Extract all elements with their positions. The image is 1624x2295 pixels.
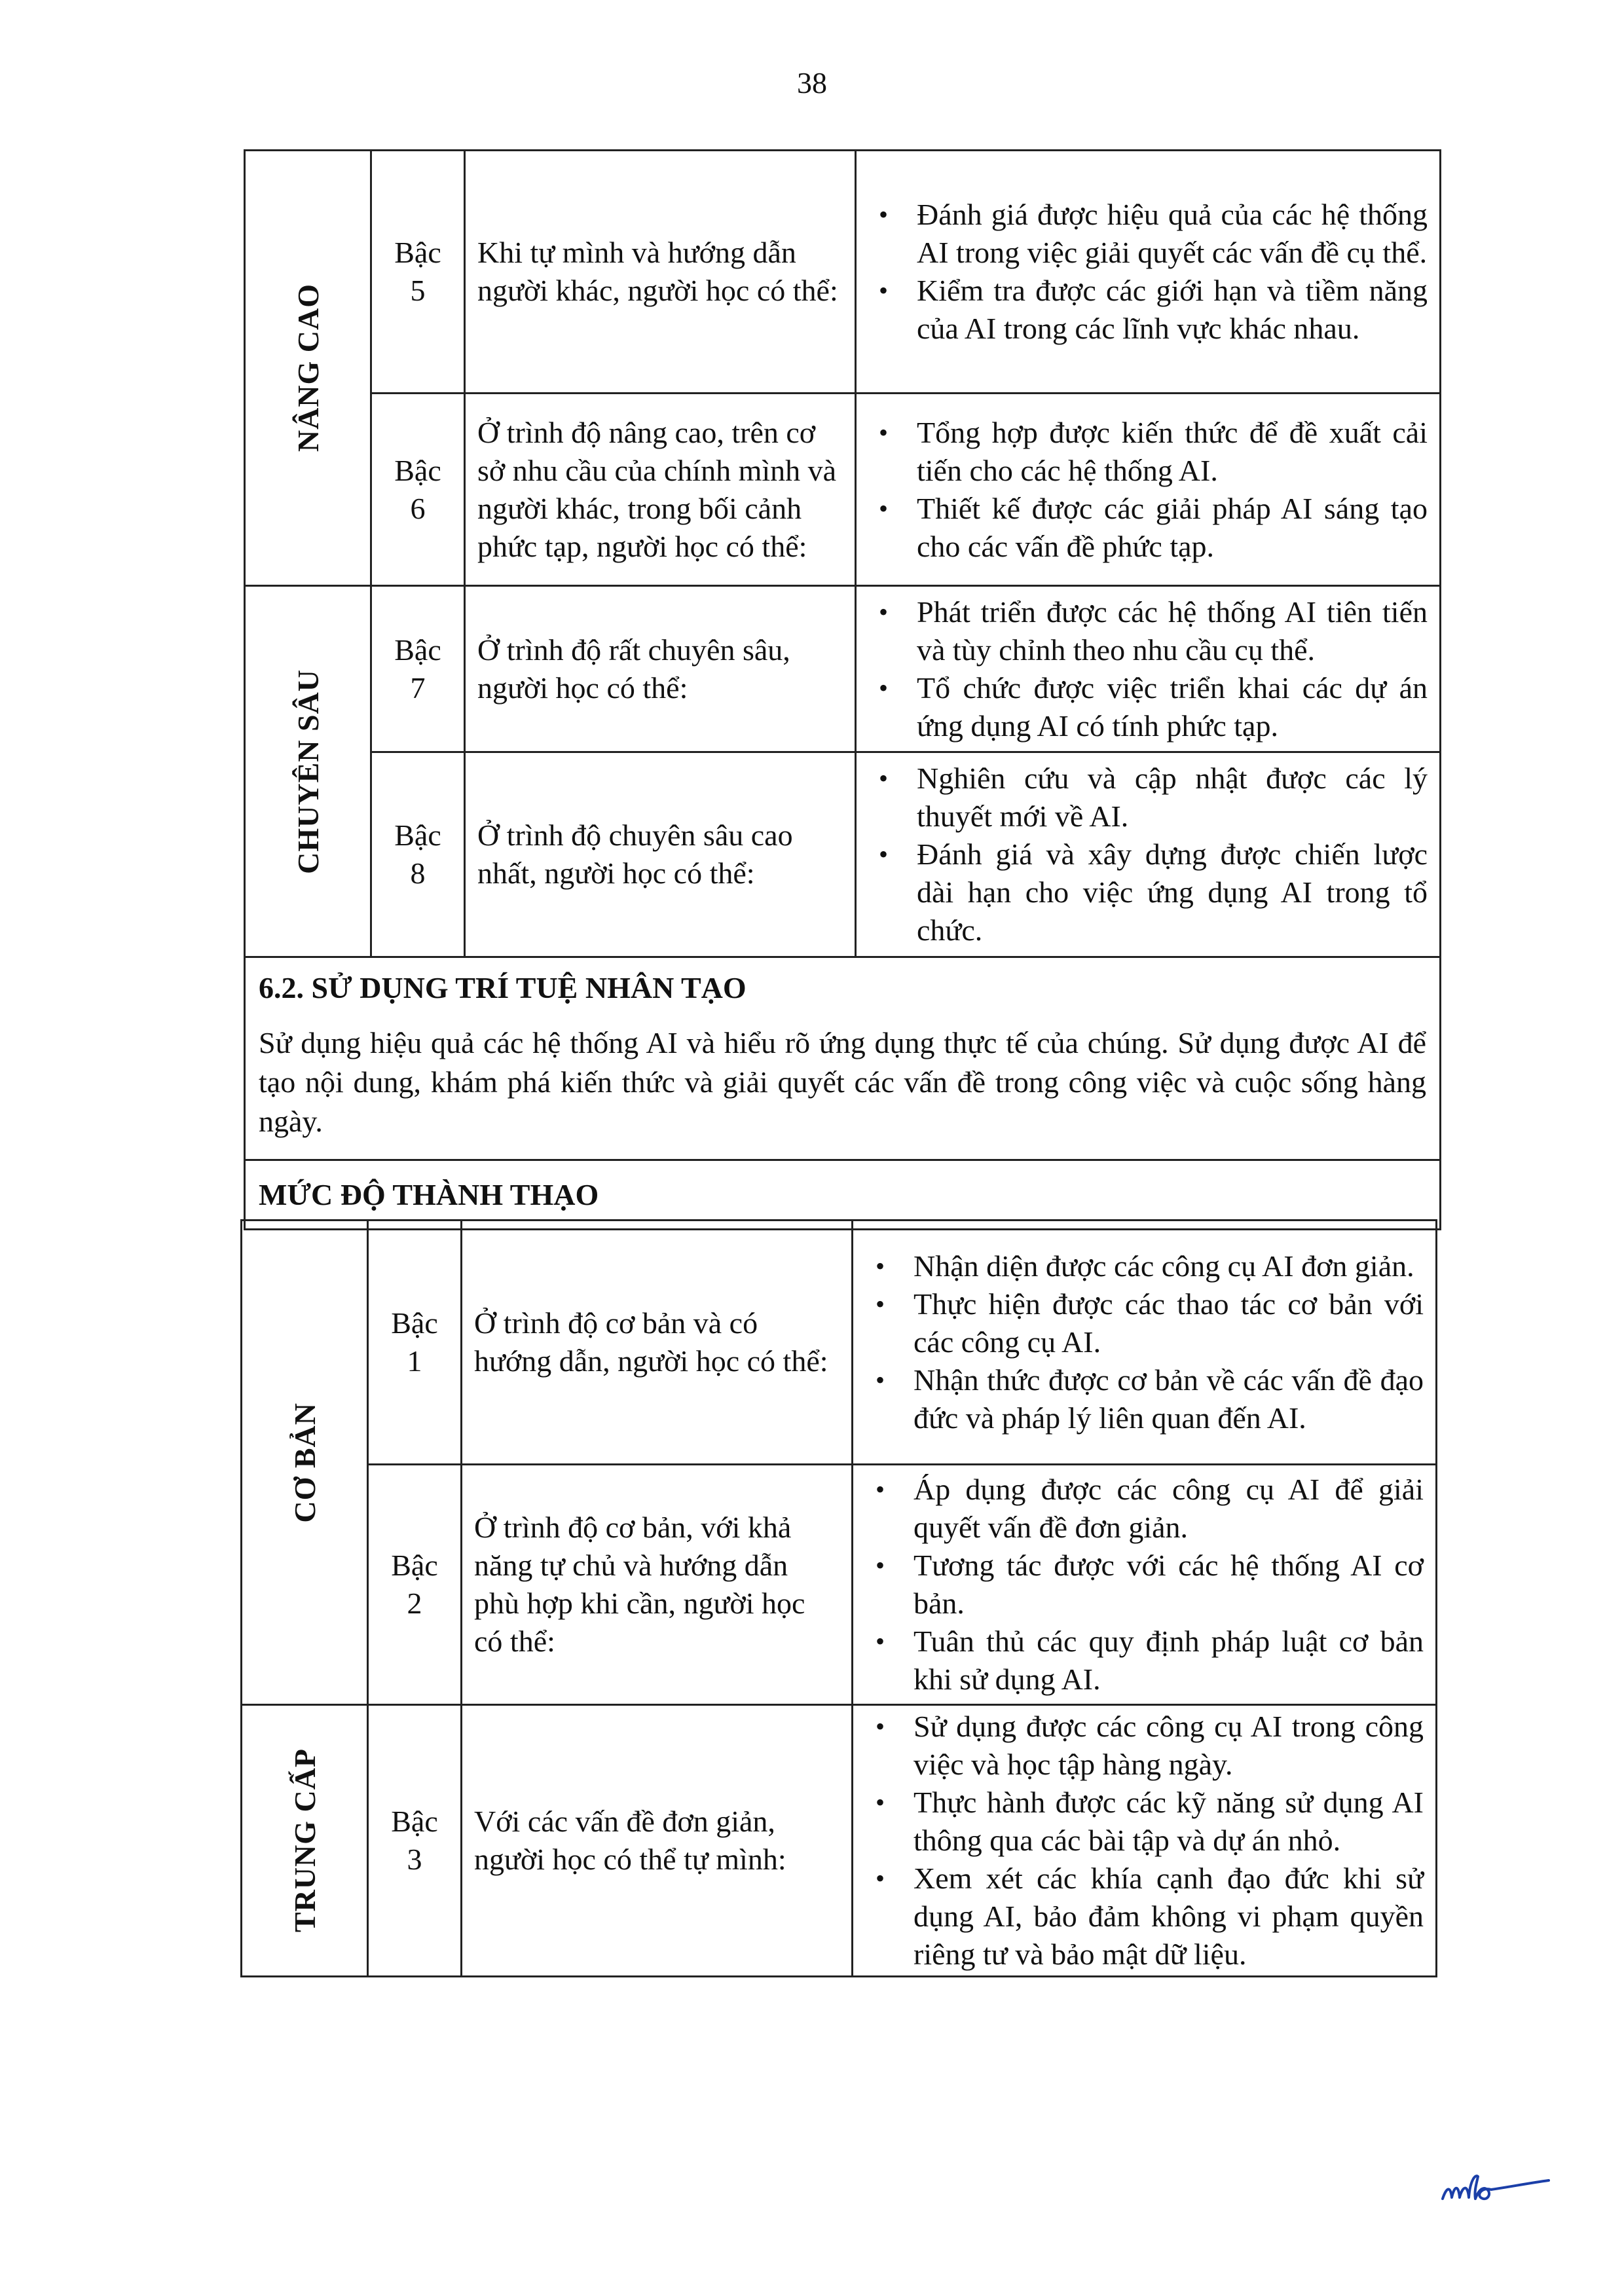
levels-column	[372, 151, 1439, 585]
category-label: NÂNG CAO	[291, 284, 325, 452]
outcome-item: • Kiểm tra được các giới hạn và tiềm năng của AI trong các lĩnh vực khác nhau.	[870, 272, 1428, 348]
outcomes-list	[866, 1471, 1424, 1698]
outcome-item: • Phát triển được các hệ thống AI tiên tiến và tùy chỉnh theo nhu cầu cụ thể.	[870, 593, 1428, 669]
levels-column	[369, 1221, 1435, 1704]
competency-table-continued	[244, 149, 1441, 1230]
level-description	[462, 1221, 853, 1463]
levels-column	[372, 587, 1439, 956]
outcome-item: • Tuân thủ các quy định pháp luật cơ bản khi sử dụng AI.	[866, 1623, 1424, 1698]
level-number: 5	[410, 274, 426, 307]
level-cell	[372, 394, 466, 585]
level-description	[462, 1706, 853, 1975]
level-description	[466, 151, 857, 392]
outcome-item: • Áp dụng được các công cụ AI để giải quyết vấn đề đơn giản.	[866, 1471, 1424, 1547]
proficiency-level-table	[240, 1219, 1437, 1977]
level-row	[372, 151, 1439, 392]
level-number: 7	[410, 670, 426, 705]
level-row	[369, 1221, 1435, 1463]
level-word: Bậc	[391, 1549, 438, 1582]
outcome-item: • Sử dụng được các công cụ AI trong công việc và học tập hàng ngày.	[866, 1708, 1424, 1784]
level-number: 3	[407, 1843, 422, 1876]
category-label: CƠ BẢN	[287, 1402, 322, 1523]
section-cell	[246, 958, 1439, 1159]
category-group-chuyen-sau	[246, 585, 1439, 956]
section-description: Sử dụng hiệu quả các hệ thống AI và hiểu rõ ứng dụng thực tế của chúng. Sử dụng được AI để tạo nội dung, khám phá kiến thức và giải quyết các vấn đề trong công việc và cuộc sống hàng ngày.	[259, 1026, 1426, 1138]
level-word: Bậc	[391, 1306, 438, 1340]
outcome-item: • Xem xét các khía cạnh đạo đức khi sử dụng AI, bảo đảm không vi phạm quyền riêng tư và bảo mật dữ liệu.	[866, 1860, 1424, 1974]
outcome-item: • Thiết kế được các giải pháp AI sáng tạo cho các vấn đề phức tạp.	[870, 490, 1428, 566]
category-label-cell	[246, 587, 372, 956]
level-row	[372, 392, 1439, 585]
outcome-item: • Thực hành được các kỹ năng sử dụng AI thông qua các bài tập và dự án nhỏ.	[866, 1784, 1424, 1860]
level-cell	[372, 151, 466, 392]
level-description	[466, 394, 857, 585]
level-row	[372, 751, 1439, 956]
outcome-item: • Đánh giá và xây dựng được chiến lược dài hạn cho việc ứng dụng AI trong tổ chức.	[870, 835, 1428, 949]
signature-initials	[1437, 2161, 1555, 2220]
outcome-item: • Tương tác được với các hệ thống AI cơ bản.	[866, 1547, 1424, 1623]
level-description-text: Ở trình độ nâng cao, trên cơ sở nhu cầu của chính mình và người khác, trong bối cảnh phức tạp, người học có thể:	[477, 415, 837, 563]
outcomes-cell	[857, 753, 1439, 956]
level-description-text: Ở trình độ chuyên sâu cao nhất, người học có thể:	[477, 818, 793, 890]
level-cell	[372, 587, 466, 751]
outcomes-cell	[857, 394, 1439, 585]
page-number: 38	[797, 66, 827, 100]
level-description-text: Ở trình độ cơ bản và có hướng dẫn, người học có thể:	[474, 1306, 828, 1378]
level-number: 6	[410, 491, 426, 525]
category-group-trung-cap	[242, 1704, 1435, 1977]
level-word: Bậc	[391, 1805, 438, 1838]
category-label-cell	[242, 1706, 369, 1975]
outcomes-cell	[857, 151, 1439, 392]
outcome-item: • Nhận diện được các công cụ AI đơn giản.	[866, 1247, 1424, 1285]
proficiency-heading: MỨC ĐỘ THÀNH THẠO	[259, 1177, 599, 1211]
level-description	[466, 587, 857, 751]
level-description-text: Ở trình độ cơ bản, với khả năng tự chủ và hướng dẫn phù hợp khi cần, người học có thể:	[474, 1511, 805, 1658]
category-label: CHUYÊN SÂU	[291, 669, 325, 874]
outcomes-list	[866, 1247, 1424, 1437]
outcome-item: • Đánh giá được hiệu quả của các hệ thống AI trong việc giải quyết các vấn đề cụ thể.	[870, 196, 1428, 272]
level-description-text: Ở trình độ rất chuyên sâu, người học có thể:	[477, 633, 790, 705]
level-number: 2	[407, 1587, 422, 1620]
outcome-item: • Nhận thức được cơ bản về các vấn đề đạo đức và pháp lý liên quan đến AI.	[866, 1361, 1424, 1437]
level-word: Bậc	[394, 633, 441, 667]
outcomes-cell	[853, 1221, 1435, 1463]
level-number: 8	[410, 856, 426, 890]
section-row	[246, 956, 1439, 1159]
level-description-text: Với các vấn đề đơn giản, người học có thể tự mình:	[474, 1805, 786, 1876]
level-word: Bậc	[394, 818, 441, 852]
outcomes-cell	[853, 1465, 1435, 1704]
level-description	[462, 1465, 853, 1704]
outcomes-list	[866, 1708, 1424, 1974]
level-cell	[372, 753, 466, 956]
outcomes-list	[870, 414, 1428, 566]
level-cell	[369, 1465, 462, 1704]
outcome-item: • Nghiên cứu và cập nhật được các lý thuyết mới về AI.	[870, 760, 1428, 835]
category-label: TRUNG CẤP	[287, 1748, 322, 1933]
category-group-nang-cao	[246, 149, 1439, 585]
section-title: 6.2. SỬ DỤNG TRÍ TUỆ NHÂN TẠO	[259, 971, 747, 1004]
category-group-co-ban	[242, 1219, 1435, 1704]
outcome-item: • Thực hiện được các thao tác cơ bản với các công cụ AI.	[866, 1285, 1424, 1361]
level-cell	[369, 1221, 462, 1463]
level-word: Bậc	[394, 453, 441, 487]
level-number: 1	[407, 1344, 422, 1378]
outcome-item: • Tổng hợp được kiến thức để đề xuất cải tiến cho các hệ thống AI.	[870, 414, 1428, 490]
level-row	[369, 1706, 1435, 1975]
outcomes-cell	[857, 587, 1439, 751]
outcomes-list	[870, 760, 1428, 949]
outcomes-cell	[853, 1706, 1435, 1975]
level-description-text: Khi tự mình và hướng dẫn người khác, người học có thể:	[477, 236, 838, 307]
outcome-item: • Tổ chức được việc triển khai các dự án ứng dụng AI có tính phức tạp.	[870, 669, 1428, 745]
level-word: Bậc	[394, 236, 441, 269]
level-row	[372, 587, 1439, 751]
category-label-cell	[242, 1221, 369, 1704]
level-row	[369, 1463, 1435, 1704]
level-cell	[369, 1706, 462, 1975]
level-description	[466, 753, 857, 956]
category-label-cell	[246, 151, 372, 585]
outcomes-list	[870, 196, 1428, 348]
levels-column	[369, 1706, 1435, 1975]
outcomes-list	[870, 593, 1428, 745]
